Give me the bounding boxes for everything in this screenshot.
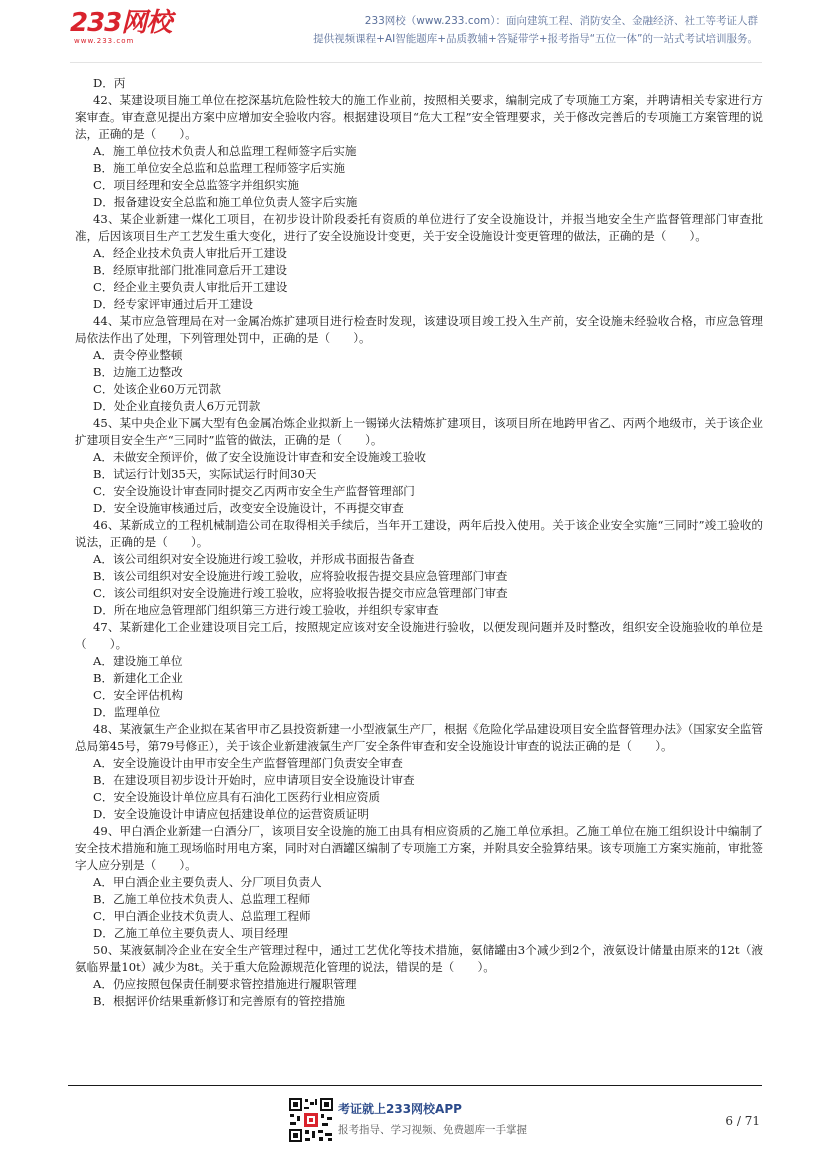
answer-option: D．乙施工单位主要负责人、项目经理 bbox=[93, 926, 288, 940]
answer-option: C．处该企业60万元罚款 bbox=[93, 382, 221, 396]
slogan-line-2: 提供视频课程+AI智能题库+品质教辅+答疑带学+报考指导“五位一体”的一站式考试培训服务。 bbox=[313, 33, 758, 45]
answer-option: B．新建化工企业 bbox=[93, 671, 183, 685]
answer-option: B．经原审批部门批准同意后开工建设 bbox=[93, 263, 288, 277]
question-stem: 50、某液氨制冷企业在安全生产管理过程中，通过工艺优化等技术措施，氨储罐由3个减少到2个，液氨设计储量由原来的12t（液氨临界量10t）减少为8t。关于重大危险源规范化管理的说法，错误的是（ ）。 bbox=[75, 943, 763, 974]
answer-option: C．甲白酒企业技术负责人、总监理工程师 bbox=[93, 909, 311, 923]
answer-option: C．该公司组织对安全设施进行竣工验收，应将验收报告提交市应急管理部门审查 bbox=[93, 586, 508, 600]
answer-option: C．项目经理和安全总监签字并组织实施 bbox=[93, 178, 299, 192]
answer-option: D．安全设施审核通过后，改变安全设施设计，不再提交审查 bbox=[93, 501, 404, 515]
answer-option: A．安全设施设计由甲市安全生产监督管理部门负责安全审查 bbox=[93, 756, 403, 770]
header-divider bbox=[70, 62, 762, 63]
slogan-line-1: 233网校（www.233.com）：面向建筑工程、消防安全、金融经济、社工等考证人群 bbox=[364, 15, 758, 27]
answer-option: A．甲白酒企业主要负责人、分厂项目负责人 bbox=[93, 875, 322, 889]
question-stem: 48、某液氯生产企业拟在某省甲市乙县投资新建一小型液氯生产厂，根据《危险化学品建设项目安全监督管理办法》（国家安全监管总局第45号，第79号修正），关于该企业新建液氯生产厂安全条件审查和安全设施设计审查的说法正确的是（ ）。 bbox=[75, 722, 763, 753]
answer-option: A．该公司组织对安全设施进行竣工验收，并形成书面报告备查 bbox=[93, 552, 415, 566]
brand-logo[interactable] bbox=[70, 10, 171, 45]
answer-option: D．丙 bbox=[93, 76, 126, 90]
question-stem: 47、某新建化工企业建设项目完工后，按照规定应该对安全设施进行验收，以便发现问题并及时整改，组织安全设施验收的单位是（ ）。 bbox=[75, 620, 763, 651]
answer-option: B．该公司组织对安全设施进行竣工验收，应将验收报告提交县应急管理部门审查 bbox=[93, 569, 508, 583]
answer-option: C．安全设施设计单位应具有石油化工医药行业相应资质 bbox=[93, 790, 381, 804]
logo-wordmark: 233网校 bbox=[70, 8, 172, 38]
document-body bbox=[75, 75, 763, 1010]
answer-option: A．经企业技术负责人审批后开工建设 bbox=[93, 246, 287, 260]
question-stem: 45、某中央企业下属大型有色金属冶炼企业拟新上一锡锑火法精炼扩建项目，该项目所在地跨甲省乙、丙两个地级市，关于该企业扩建项目安全生产“三同时”监管的做法，正确的是（ ）。 bbox=[75, 416, 763, 447]
logo-url: www.233.com bbox=[74, 37, 135, 45]
answer-option: D．监理单位 bbox=[93, 705, 161, 719]
answer-option: C．安全评估机构 bbox=[93, 688, 184, 702]
question-stem: 46、某新成立的工程机械制造公司在取得相关手续后，当年开工建设，两年后投入使用。关于该企业安全实施“三同时”竣工验收的说法，正确的是（ ）。 bbox=[75, 518, 763, 549]
answer-option: D．安全设施设计申请应包括建设单位的运营资质证明 bbox=[93, 807, 369, 821]
footer-app-title[interactable]: 考证就上233网校APP bbox=[338, 1102, 462, 1116]
answer-option: D．经专家评审通过后开工建设 bbox=[93, 297, 254, 311]
question-stem: 49、甲白酒企业新建一白酒分厂，该项目安全设施的施工由具有相应资质的乙施工单位承担。乙施工单位在施工组织设计中编制了安全技术措施和施工现场临时用电方案，同时对白酒罐区编制了专项施工方案，并附具安全验算结果。该专项施工方案实施前，审批签字人应分别是（ ）。 bbox=[75, 824, 763, 872]
answer-option: B．乙施工单位技术负责人、总监理工程师 bbox=[93, 892, 311, 906]
answer-option: C．安全设施设计审查同时提交乙丙两市安全生产监督管理部门 bbox=[93, 484, 415, 498]
answer-option: D．报备建设安全总监和施工单位负责人签字后实施 bbox=[93, 195, 358, 209]
page-header bbox=[0, 0, 830, 58]
answer-option: B．在建设项目初步设计开始时，应申请项目安全设施设计审查 bbox=[93, 773, 415, 787]
question-stem: 43、某企业新建一煤化工项目，在初步设计阶段委托有资质的单位进行了安全设施设计，并报当地安全生产监督管理部门审查批准，后因该项目生产工艺发生重大变化，进行了安全设施设计变更，关于安全设施设计变更管理的做法，正确的是（ ）。 bbox=[75, 212, 763, 243]
answer-option: D．处企业直接负责人6万元罚款 bbox=[93, 399, 261, 413]
answer-option: B．根据评价结果重新修订和完善原有的管控措施 bbox=[93, 994, 345, 1008]
question-stem: 42、某建设项目施工单位在挖深基坑危险性较大的施工作业前，按照相关要求，编制完成了专项施工方案，并聘请相关专家进行方案审查。审查意见提出方案中应增加安全验收内容。根据建设项目“危大工程”安全管理要求，关于修改完善后的专项施工方案管理的说法，正确的是（ ）。 bbox=[75, 93, 763, 141]
answer-option: A．仍应按照包保责任制要求管控措施进行履职管理 bbox=[93, 977, 357, 991]
answer-option: B．施工单位安全总监和总监理工程师签字后实施 bbox=[93, 161, 345, 175]
qr-code-icon[interactable] bbox=[288, 1097, 334, 1143]
header-slogan bbox=[313, 12, 758, 48]
answer-option: A．施工单位技术负责人和总监理工程师签字后实施 bbox=[93, 144, 357, 158]
answer-option: B．试运行计划35天，实际试运行时间30天 bbox=[93, 467, 317, 481]
footer-promo bbox=[338, 1100, 527, 1139]
answer-option: B．边施工边整改 bbox=[93, 365, 183, 379]
footer-app-subtitle: 报考指导、学习视频、免费题库一手掌握 bbox=[338, 1124, 527, 1136]
footer-divider bbox=[68, 1085, 762, 1086]
answer-option: C．经企业主要负责人审批后开工建设 bbox=[93, 280, 288, 294]
answer-option: A．建设施工单位 bbox=[93, 654, 183, 668]
question-stem: 44、某市应急管理局在对一金属冶炼扩建项目进行检查时发现，该建设项目竣工投入生产前，安全设施未经验收合格，市应急管理局依法作出了处理，下列管理处罚中，正确的是（ ）。 bbox=[75, 314, 763, 345]
answer-option: A．责令停业整顿 bbox=[93, 348, 183, 362]
answer-option: D．所在地应急管理部门组织第三方进行竣工验收，并组织专家审查 bbox=[93, 603, 439, 617]
page-number: 6 / 71 bbox=[725, 1114, 760, 1128]
answer-option: A．未做安全预评价，做了安全设施设计审查和安全设施竣工验收 bbox=[93, 450, 426, 464]
